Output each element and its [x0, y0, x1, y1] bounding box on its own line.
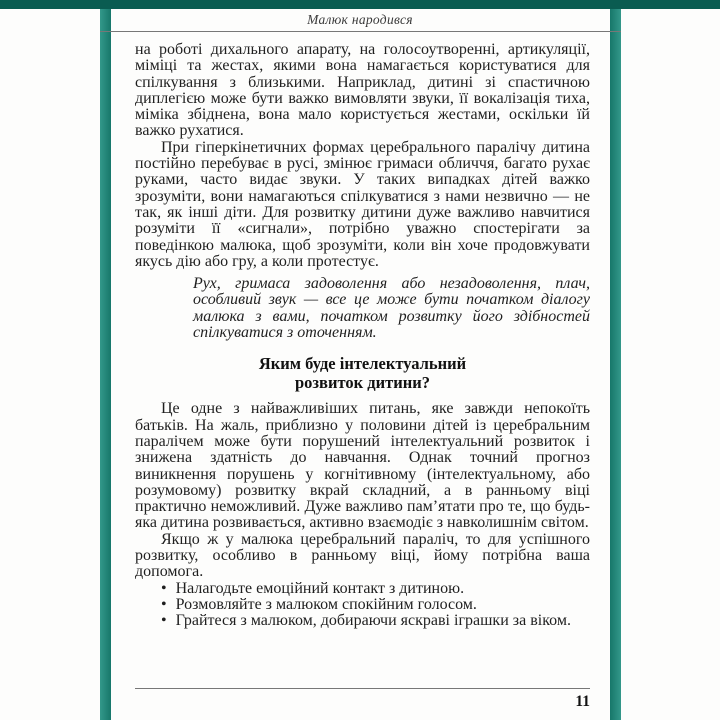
paragraph-continuation: на роботі дихального апарату, на голосоутворенні, артикуляції, міміці та жестах, якими вона намагається користуватися для спілкування з близькими. Наприклад, дитині зі спастичною диплегією може бути важко вимовляти звуки, її вокалізація тиха, міміка збіднена, вона мало користується жестами, оскільки їй важко рухатися. — [135, 41, 590, 140]
bullet-text: Грайтеся з малюком, добираючи яскраві іграшки за віком. — [175, 612, 571, 630]
right-edge-stripe — [610, 9, 621, 720]
page-number: 11 — [575, 693, 590, 710]
paragraph-hyperkinetic: При гіперкінетичних формах церебрального паралічу дитина постійно перебуває в русі, змінює гримаси обличчя, багато рухає руками, часто видає звуки. У таких випадках дітей важко зрозуміти, вони намагаються спілкуватися з нами незвично — не так, як інші діти. Для розвитку дитини дуже важливо навчитися розуміти її «сигнали», потрібно уважно спостерігати за поведінкою малюка, щоб зрозуміти, коли він хоче продовжувати якусь дію або гру, а коли протестує. — [135, 138, 590, 270]
running-title: Малюк народився — [307, 12, 413, 27]
bullet-icon: • — [161, 579, 167, 597]
bullet-list — [135, 581, 590, 630]
heading-line-2: розвиток дитини? — [295, 373, 430, 393]
left-edge-stripe — [100, 9, 111, 720]
header-rule — [100, 31, 621, 32]
bullet-text: Розмовляйте з малюком спокійним голосом. — [175, 595, 477, 613]
footer-rule — [135, 688, 590, 689]
page-content — [135, 42, 590, 630]
quote-block: Рух, гримаса задоволення або незадоволення, плач, особливий звук — все це може бути початком діалогу малюка з вами, початком розвитку його здібностей спілкуватися з оточенням. — [193, 275, 590, 342]
list-item — [135, 613, 590, 629]
top-border-bar — [0, 0, 720, 9]
bullet-text: Налагодьте емоційний контакт з дитиною. — [175, 579, 465, 597]
section-heading — [135, 354, 590, 392]
heading-line-1: Яким буде інтелектуальний — [258, 354, 467, 374]
paragraph-intellect: Це одне з найважливіших питань, яке завжди непокоїть батьків. На жаль, приблизно у половини дітей із церебральним паралічем може бути порушений інтелектуальний розвиток і знижена здатність до навчання. Однак точний прогноз виникнення порушень у когнітивному (інтелектуальному, або розумовому) розвитку вкрай складний, а в ранньому віці практично неможливий. Дуже важливо пам’ятати про те, що будь-яка дитина розвивається, активно взаємодіє з навколишнім світом. — [135, 400, 590, 532]
list-item — [135, 597, 590, 613]
paragraph-help: Якщо ж у малюка церебральний параліч, то для успішного розвитку, особливо в ранньому віці, йому потрібна ваша допомога. — [135, 530, 590, 581]
bullet-icon: • — [161, 595, 167, 613]
list-item — [135, 581, 590, 597]
bullet-icon: • — [161, 612, 167, 630]
